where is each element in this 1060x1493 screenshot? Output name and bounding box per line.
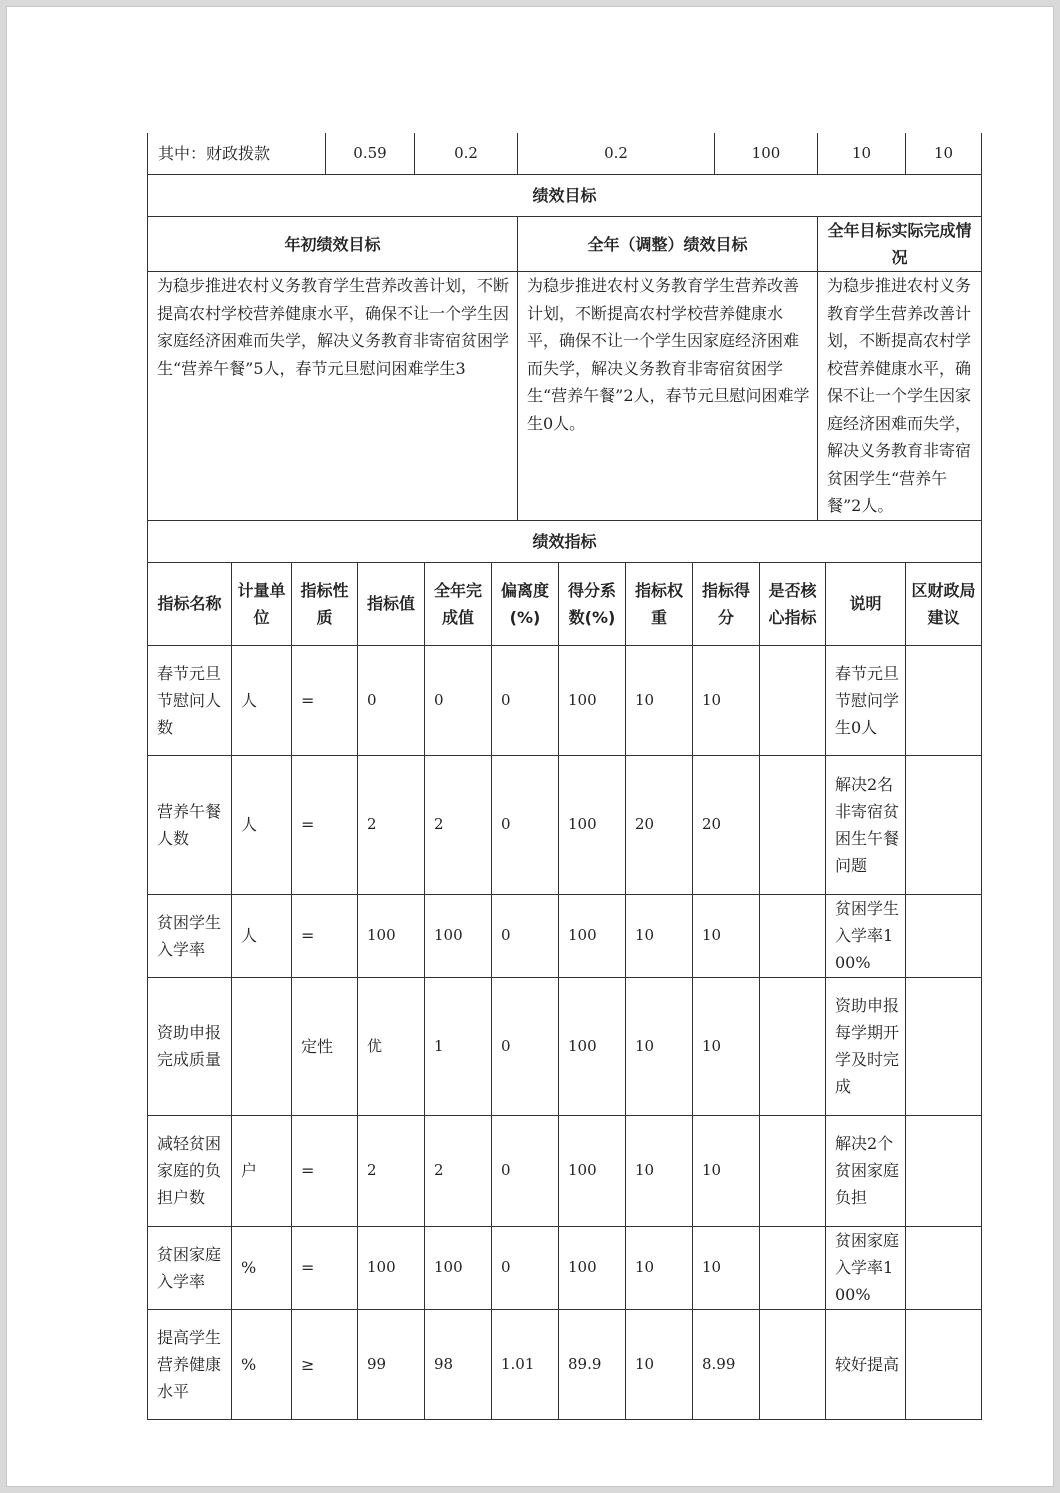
indicator-cell [760,1309,826,1419]
indicator-row [148,755,982,894]
indicator-cell: 春节元旦节慰问人数 [148,645,232,755]
indicator-row [148,1115,982,1226]
funding-value: 10 [906,133,982,175]
indicator-cell: 0 [492,645,559,755]
column-header: 指标名称 [148,562,232,645]
indicator-cell: 1.01 [492,1309,559,1419]
indicator-cell: 春节元旦节慰问学生0人 [826,645,906,755]
indicator-cell: = [292,1115,358,1226]
indicator-cell [906,755,982,894]
indicator-cell: 较好提高 [826,1309,906,1419]
indicator-cell: 0 [492,977,559,1115]
goal-text-adjusted: 为稳步推进农村义务教育学生营养改善计划，不断提高农村学校营养健康水平，确保不让一个学生因家庭经济困难而失学，解决义务教育非寄宿贫困学生“营养午餐”2人，春节元旦慰问困难学生0人。 [518,272,818,521]
indicator-cell: 100 [559,755,626,894]
indicator-cell: 100 [358,894,425,977]
indicator-cell: 解决2个贫困家庭负担 [826,1115,906,1226]
indicator-cell: 89.9 [559,1309,626,1419]
column-header: 指标权重 [626,562,693,645]
indicator-cell: 98 [425,1309,492,1419]
funding-value: 100 [715,133,818,175]
indicator-cell: 减轻贫困家庭的负担户数 [148,1115,232,1226]
indicator-cell: 0 [492,1226,559,1309]
indicator-cell: 100 [559,1226,626,1309]
indicator-cell [232,977,292,1115]
indicator-cell: 营养午餐人数 [148,755,232,894]
indicator-cell: = [292,645,358,755]
indicator-cell [760,755,826,894]
indicator-cell: 10 [626,1115,693,1226]
indicator-cell: 10 [626,894,693,977]
indicator-cell: 人 [232,755,292,894]
indicator-cell: 100 [425,894,492,977]
indicator-cell: 0 [492,755,559,894]
indicator-cell: 100 [559,894,626,977]
indicator-row [148,645,982,755]
funding-label: 其中：财政拨款 [148,133,326,175]
indicator-cell: 0 [358,645,425,755]
indicator-cell: 优 [358,977,425,1115]
goal-header-actual: 全年目标实际完成情况 [818,217,982,272]
indicator-cell: 10 [693,977,760,1115]
indicator-cell: 2 [358,1115,425,1226]
indicator-cell: = [292,755,358,894]
indicator-cell: 资助申报每学期开学及时完成 [826,977,906,1115]
indicator-cell: 10 [626,1226,693,1309]
indicator-cell: 贫困学生入学率100% [826,894,906,977]
indicator-cell: 20 [626,755,693,894]
indicator-cell: 0 [492,894,559,977]
indicator-cell: 人 [232,645,292,755]
indicator-cell [906,1309,982,1419]
indicator-cell: = [292,894,358,977]
indicator-cell: 提高学生营养健康水平 [148,1309,232,1419]
indicator-cell: 100 [425,1226,492,1309]
indicator-cell: ≥ [292,1309,358,1419]
indicators-section-title: 绩效指标 [148,520,982,562]
indicator-row [148,1309,982,1419]
column-header: 指标值 [358,562,425,645]
column-header: 指标性质 [292,562,358,645]
indicator-cell: 10 [693,1115,760,1226]
funding-value: 0.2 [415,133,518,175]
indicator-cell: 2 [425,755,492,894]
funding-value: 0.2 [518,133,715,175]
indicator-cell: 贫困学生入学率 [148,894,232,977]
indicator-cell: = [292,1226,358,1309]
indicator-cell: 2 [425,1115,492,1226]
indicator-cell [906,1226,982,1309]
indicator-cell [906,977,982,1115]
indicator-cell: 贫困家庭入学率100% [826,1226,906,1309]
column-header: 区财政局建议 [906,562,982,645]
column-header: 是否核心指标 [760,562,826,645]
goals-table [147,133,982,563]
indicator-cell: 100 [358,1226,425,1309]
column-header: 得分系数(%) [559,562,626,645]
indicator-cell: 2 [358,755,425,894]
indicator-cell: 贫困家庭入学率 [148,1226,232,1309]
column-header: 偏离度(%) [492,562,559,645]
indicator-cell: 1 [425,977,492,1115]
indicator-cell: % [232,1226,292,1309]
goal-text-initial: 为稳步推进农村义务教育学生营养改善计划，不断提高农村学校营养健康水平，确保不让一个学生因家庭经济困难而失学，解决义务教育非寄宿贫困学生“营养午餐”5人，春节元旦慰问困难学生3 [148,272,518,521]
indicator-cell: 解决2名非寄宿贫困生午餐问题 [826,755,906,894]
indicator-cell [760,645,826,755]
goal-header-initial: 年初绩效目标 [148,217,518,272]
indicators-body [148,645,982,1419]
indicator-cell: 0 [492,1115,559,1226]
indicator-cell: 10 [693,894,760,977]
indicator-cell: 10 [626,977,693,1115]
funding-row [148,133,982,175]
indicator-cell [760,1115,826,1226]
column-header: 说明 [826,562,906,645]
indicator-cell [906,645,982,755]
column-header: 计量单位 [232,562,292,645]
indicator-cell: 100 [559,1115,626,1226]
indicator-cell: 99 [358,1309,425,1419]
indicator-cell [760,894,826,977]
indicator-cell [906,1115,982,1226]
indicator-cell [760,977,826,1115]
indicator-cell: 10 [693,1226,760,1309]
goal-header-adjusted: 全年（调整）绩效目标 [518,217,818,272]
column-header: 指标得分 [693,562,760,645]
indicator-cell: 定性 [292,977,358,1115]
performance-table [147,133,981,1420]
indicator-cell: 10 [626,645,693,755]
indicator-row [148,1226,982,1309]
indicator-row [148,894,982,977]
indicator-cell: 10 [693,645,760,755]
indicator-cell: 人 [232,894,292,977]
goals-section-title: 绩效目标 [148,175,982,217]
funding-value: 10 [818,133,906,175]
indicator-row [148,977,982,1115]
indicator-cell: 0 [425,645,492,755]
indicator-cell: 10 [626,1309,693,1419]
indicator-cell: % [232,1309,292,1419]
document-page [6,6,1054,1487]
indicator-cell: 100 [559,645,626,755]
indicator-cell [906,894,982,977]
indicator-cell: 100 [559,977,626,1115]
funding-value: 0.59 [326,133,415,175]
indicators-table [147,562,982,1420]
column-header: 全年完成值 [425,562,492,645]
indicator-cell [760,1226,826,1309]
indicator-cell: 资助申报完成质量 [148,977,232,1115]
goal-text-actual: 为稳步推进农村义务教育学生营养改善计划，不断提高农村学校营养健康水平，确保不让一个学生因家庭经济困难而失学，解决义务教育非寄宿贫困学生“营养午餐”2人。 [818,272,982,521]
indicators-header-row [148,562,982,645]
indicator-cell: 8.99 [693,1309,760,1419]
indicator-cell: 20 [693,755,760,894]
indicator-cell: 户 [232,1115,292,1226]
